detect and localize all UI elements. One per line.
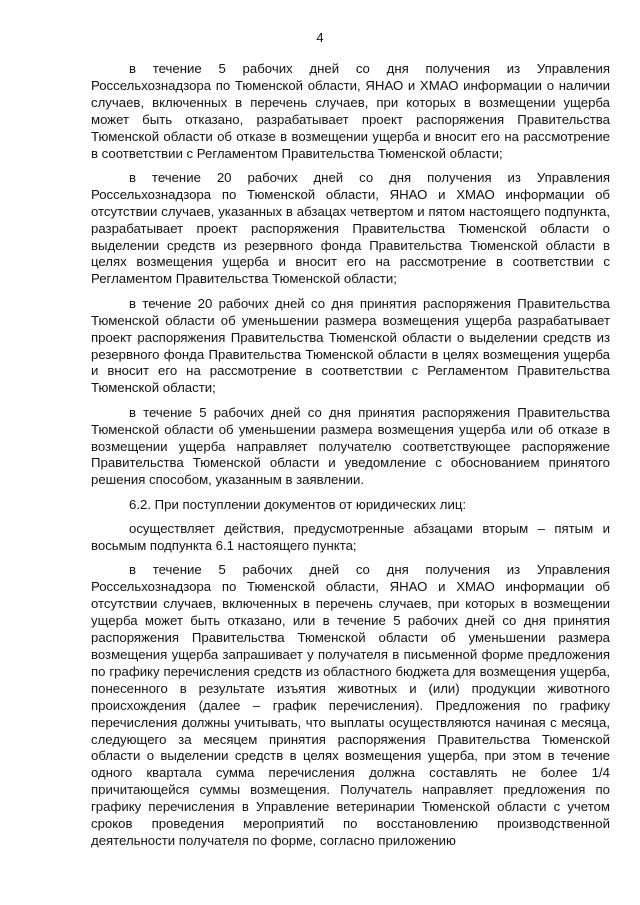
paragraph: в течение 20 рабочих дней со дня получения из Управления Россельхознадзора по Тюменской области, ЯНАО и ХМАО информации об отсутствии случаев, указанных в абзацах четвертом и пятом настоящего подпункта, разрабатывает проект распоряжения Правительства Тюменской области о выделении средств из резервного фонда Правительства Тюменской области в целях возмещения ущерба и вносит его на рассмотрение в соответствии с Регламентом Правительства Тюменской области; bbox=[91, 169, 610, 287]
page-number: 4 bbox=[316, 30, 324, 45]
paragraph: осуществляет действия, предусмотренные абзацами вторым – пятым и восьмым подпункта 6.1 настоящего пункта; bbox=[91, 521, 610, 554]
section-heading-6-2: 6.2. При поступлении документов от юридических лиц: bbox=[129, 496, 467, 512]
document-body bbox=[91, 61, 610, 857]
paragraph: в течение 5 рабочих дней со дня получения из Управления Россельхознадзора по Тюменской области, ЯНАО и ХМАО информации об отсутствии случаев, включенных в перечень случаев, при которых в возмещении ущерба может быть отказано, или в течение 5 рабочих дней со дня принятия распоряжения Правительства Тюменской области об уменьшении размера возмещения ущерба запрашивает у получателя в письменной форме предложения по графику перечисления средств из областного бюджета для возмещения ущерба, понесенного в результате изъятия животных и (или) продукции животного происхождения (далее – график перечисления). Предложения по графику перечисления должны учитывать, что выплаты осуществляются начиная с месяца, следующего за месяцем принятия распоряжения Правительства Тюменской области о выделении средств в целях возмещения ущерба, при этом в течение одного квартала сумма перечисления должна составлять не более 1/4 причитающейся суммы возмещения. Получатель направляет предложения по графику перечисления в Управление ветеринарии Тюменской области с учетом сроков проведения мероприятий по восстановлению производственной деятельности получателя по форме, согласно приложению bbox=[91, 562, 610, 848]
paragraph: в течение 20 рабочих дней со дня принятия распоряжения Правительства Тюменской области об уменьшении размера возмещения ущерба разрабатывает проект распоряжения Правительства Тюменской области о выделении средств из резервного фонда Правительства Тюменской области в целях возмещения ущерба и вносит его на рассмотрение в соответствии с Регламентом Правительства Тюменской области; bbox=[91, 295, 610, 396]
paragraph: в течение 5 рабочих дней со дня принятия распоряжения Правительства Тюменской области об уменьшении размера возмещения ущерба или об отказе в возмещении ущерба направляет получателю соответствующее распоряжение Правительства Тюменской области и уведомление с обоснованием принятого решения способом, указанным в заявлении. bbox=[91, 404, 610, 488]
paragraph: в течение 5 рабочих дней со дня получения из Управления Россельхознадзора по Тюменской области, ЯНАО и ХМАО информации о наличии случаев, включенных в перечень случаев, при которых в возмещении ущерба может быть отказано, разрабатывает проект распоряжения Правительства Тюменской области об отказе в возмещении ущерба и вносит его на рассмотрение в соответствии с Регламентом Правительства Тюменской области; bbox=[91, 61, 610, 161]
